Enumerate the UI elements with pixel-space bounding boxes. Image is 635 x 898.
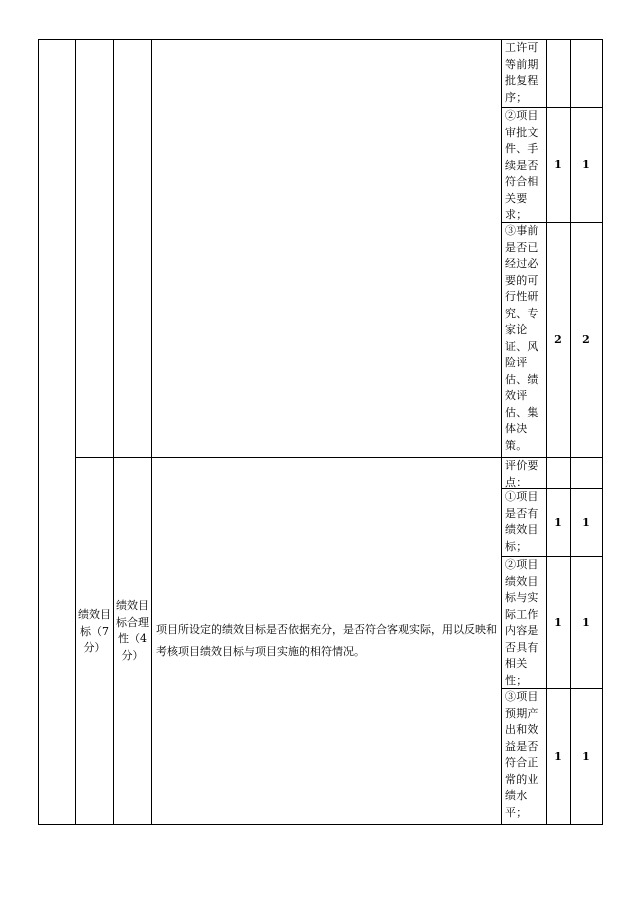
points-value: 1 bbox=[554, 158, 562, 171]
grid-line bbox=[602, 39, 603, 825]
grid-line bbox=[501, 39, 502, 825]
grid-line bbox=[113, 39, 114, 825]
indicator-level2: 绩效目标（7分） bbox=[78, 608, 111, 654]
points-value: 1 bbox=[554, 750, 562, 763]
points-value: 1 bbox=[554, 616, 562, 629]
grid-line bbox=[151, 39, 152, 825]
indicator-description: 项目所设定的绩效目标是否依据充分，是否符合客观实际，用以反映和考核项目绩效目标与项目实施的相符情况。 bbox=[156, 623, 497, 658]
criterion-text: ②项目绩效目标与实际工作内容是否具有相关性； bbox=[505, 558, 539, 687]
indicator-level3: 绩效目标合理性（4分） bbox=[116, 599, 149, 662]
criterion-text: ③事前是否已经过必要的可行性研究、专家论证、风险评估、绩效评估、集体决策。 bbox=[505, 224, 539, 452]
points-value: 1 bbox=[554, 516, 562, 529]
criterion-text: ③项目预期产出和效益是否符合正常的业绩水平； bbox=[505, 690, 539, 819]
score-value: 1 bbox=[582, 750, 590, 763]
score-value: 1 bbox=[582, 158, 590, 171]
criterion-text: 工许可等前期批复程序； bbox=[505, 41, 539, 104]
grid-line bbox=[75, 39, 76, 825]
criterion-text: 评价要点： bbox=[505, 459, 539, 489]
score-value: 1 bbox=[582, 616, 590, 629]
grid-line bbox=[546, 39, 547, 825]
points-value: 2 bbox=[554, 333, 562, 346]
grid-line bbox=[38, 39, 39, 825]
grid-line bbox=[570, 39, 571, 825]
score-value: 2 bbox=[582, 333, 590, 346]
criterion-text: ①项目是否有绩效目标； bbox=[505, 490, 539, 553]
grid-line bbox=[38, 824, 603, 825]
criterion-text: ②项目审批文件、手续是否符合相关要求； bbox=[505, 109, 539, 221]
score-value: 1 bbox=[582, 516, 590, 529]
